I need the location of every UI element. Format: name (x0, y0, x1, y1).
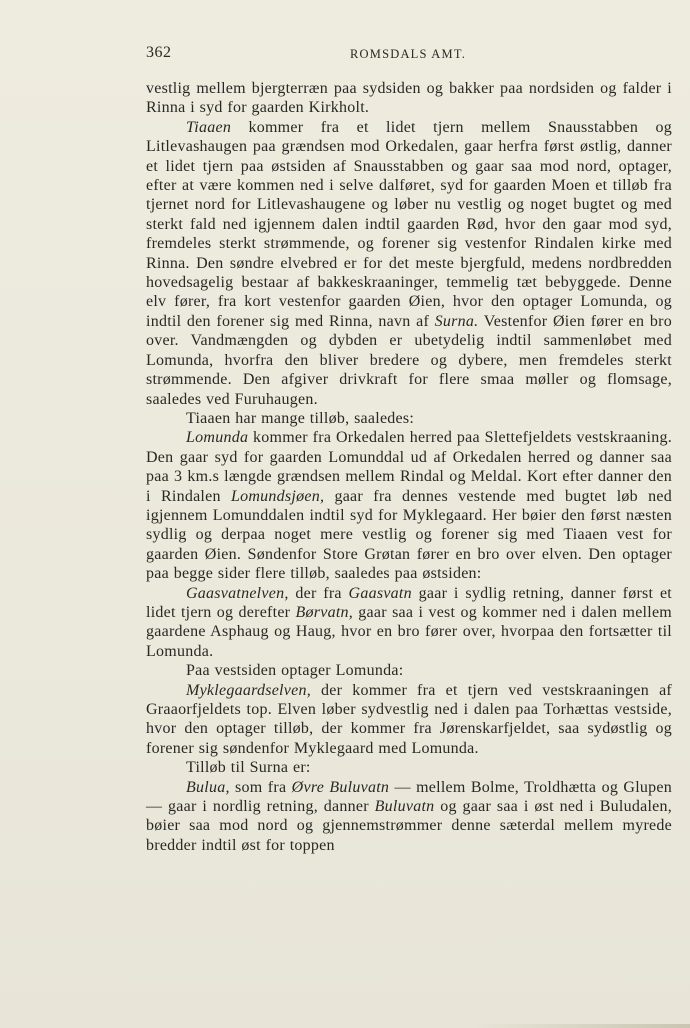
italic-term: Gaasvatnelven, (186, 584, 289, 602)
paragraph-myklegaardselven (146, 681, 672, 759)
text-run: kommer fra Orkedalen herred paa Slettefjeldets vestskraaning. Den gaar syd for gaarden Lomunddal ud af Orkedalen herred og danner saa paa 3 km.s længde grændsen mellem Rindal og Meldal. Kort efter danner den i Rindalen (146, 429, 672, 505)
italic-term: Børvatn, (295, 603, 354, 621)
paragraph-lomunda (146, 428, 672, 583)
text-run: og gaar saa i øst ned i Buludalen, bøier saa mod nord og gjennemstrømmer denne sæterdal mellem myrede bredder indtil øst for toppen (146, 798, 673, 854)
italic-term: Lomundsjøen, (230, 487, 325, 505)
text-run: — mellem Bolme, Troldhætta og Glupen — gaar i nordlig retning, danner (146, 778, 673, 816)
paragraph-gaasvatnelven (146, 584, 672, 662)
text-run: som fra (229, 778, 292, 796)
text-run: gaar saa i vest og kommer ned i dalen mellem gaardene Asphaug og Haug, hvor en bro fører over, hvorpaa den fortsætter til Lomunda. (146, 603, 672, 660)
paragraph (146, 758, 672, 777)
text-run: kommer fra et lidet tjern mellem Snausstabben og Litlevashaugen paa grændsen mod Orkedalen, gaar herfra først østlig, danner et lidet tjern paa østsiden af Snausstabben og gaar saa mod nord, optager, efter at være kommen ned i selve dalføret, syd for gaarden Moen et tilløb fra tjernet nord for Litlevashaugene og løber nu vestlig og noget bugtet og med sterkt fald ned igjennem dalen indtil gaarden Rød, hvor den gaar mod syd, fremdeles sterkt strømmende, og forener sig vestenfor Rindalen kirke med Rinna. Den søndre elvebred er for det meste bjergfuld, medens nordbredden hovedsagelig bestaar af bakkeskraaninger, temmelig tæt bebyggede. Denne elv fører, fra kort vestenfor gaarden Øien, hvor den optager Lomunda, og indtil den forener sig med Rinna, navn af (146, 118, 672, 330)
paragraph-tiaaen (146, 118, 672, 409)
running-head (146, 44, 672, 64)
text-run: gaar i sydlig retning, danner først et lidet tjern og derefter (146, 584, 672, 621)
text-run: Paa vestsiden optager Lomunda: (186, 662, 404, 680)
paragraph (146, 79, 672, 118)
italic-term: Surna. (434, 312, 479, 330)
italic-term: Øvre Buluvatn (291, 778, 390, 796)
page-number: 362 (146, 44, 172, 61)
text-run: gaar fra dennes vestende med bugtet løb ned igjennem Lomunddalen indtil syd for Myklegaard. Her bøier den først næsten sydlig og derpaa noget mere vestlig og forener sig med Tiaaen vest for gaarden Øien. Søndenfor Store Grøtan fører en bro over elven. Den optager paa begge sider flere tilløb, saaledes paa østsiden: (146, 487, 672, 583)
text-run: Vestenfor Øien fører en bro over. Vandmængden og dybden er ubetydelig indtil sammenløbet med Lomunda, hvorfra den bliver bredere og dybere, men fremdeles sterkt strømmende. Den afgiver drivkraft for flere smaa møller og flomsage, saaledes ved Furuhaugen. (146, 312, 672, 408)
paragraph-bulua (146, 778, 672, 856)
text-run: vestlig mellem bjergterræn paa sydsiden og bakker paa nordsiden og falder i Rinna i syd for gaarden Kirkholt. (146, 80, 672, 117)
italic-term: Gaasvatn (348, 584, 412, 602)
text-run: Tiaaen har mange tilløb, saaledes: (186, 409, 415, 427)
italic-term: Myklegaardselven, (186, 681, 311, 699)
italic-term: Lomunda (186, 429, 249, 447)
page-edge-shadow (470, 1024, 690, 1028)
italic-term: Buluvatn (374, 798, 435, 816)
text-run: Tilløb til Surna er: (186, 759, 311, 777)
text-run: der fra (288, 584, 349, 602)
body-text (146, 79, 672, 855)
header-title: ROMSDALS AMT. (350, 47, 467, 61)
text-run: der kommer fra et tjern ved vestskraaningen af Graaorfjeldets top. Elven løber sydvestlig ned i dalen paa Torhættas vestside, hvor den optager tilløb, der kommer fra Jørenskarfjeldet, saa sydøstlig og forener sig søndenfor Myklegaard med Lomunda. (146, 681, 672, 757)
paragraph (146, 409, 672, 428)
italic-term: Bulua, (186, 778, 230, 796)
italic-term: Tiaaen (186, 118, 232, 136)
paragraph (146, 661, 672, 680)
